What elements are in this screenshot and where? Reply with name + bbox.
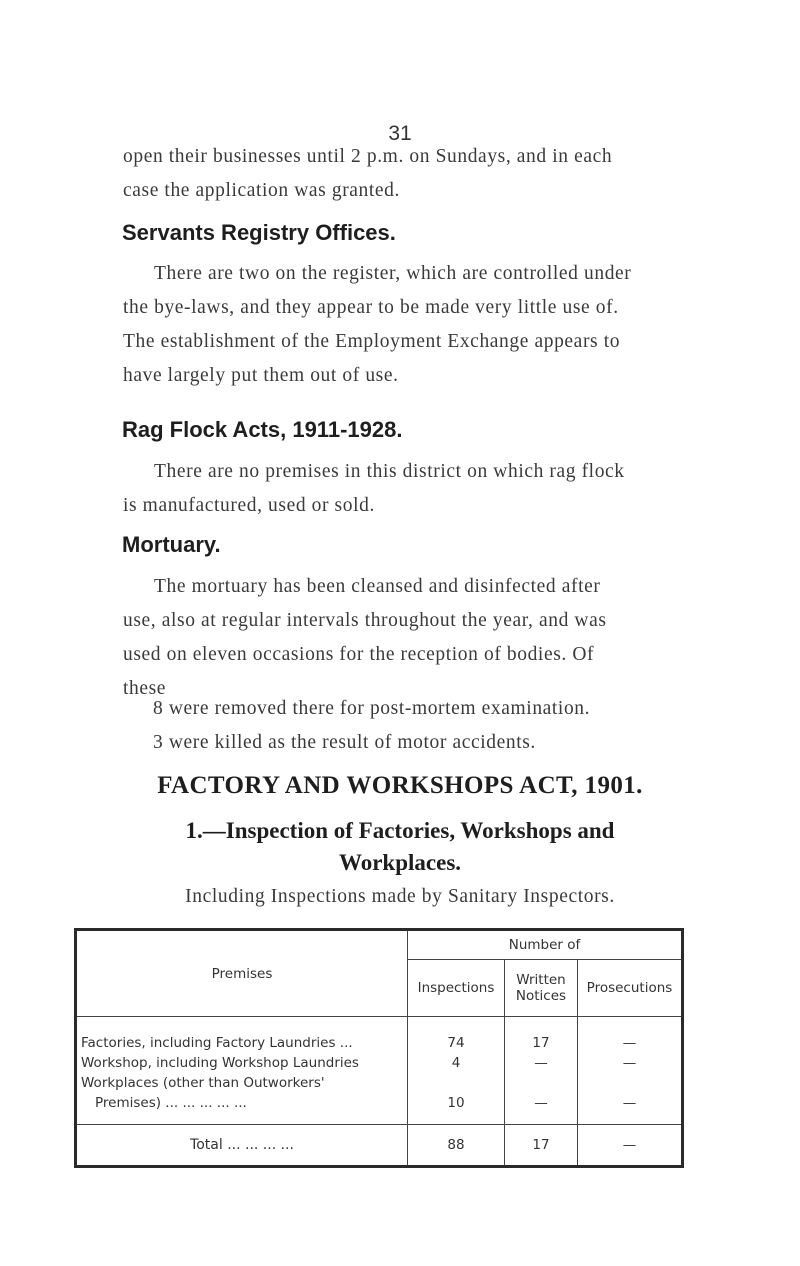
factory-inspections-table [74,928,684,1168]
total-prosecutions: — [578,1125,683,1167]
table-total-row [76,1125,683,1167]
premises-row-4: Premises) ... ... ... ... ... [95,1095,247,1111]
written-notices-column [505,1017,578,1125]
servants-paragraph [123,257,703,393]
written-row-3 [505,1073,577,1093]
header-premises: Premises [76,930,408,1017]
mortuary-item-2: 3 were killed as the result of motor accidents. [153,732,536,753]
inspections-row-4: 10 [447,1095,465,1111]
intro-line-2: case the application was granted. [123,180,400,201]
mortuary-line-2: use, also at regular intervals throughout the year, and was [123,610,607,631]
mortuary-line-1: The mortuary has been cleansed and disinfected after [154,576,601,597]
inspections-row-3 [408,1073,504,1093]
rag-flock-heading: Rag Flock Acts, 1911-1928. [122,417,403,442]
servants-line-2: the bye-laws, and they appear to be made very little use of. [123,297,619,318]
header-number-of: Number of [408,930,683,960]
header-prosecutions: Prosecutions [578,960,683,1017]
rag-flock-line-1: There are no premises in this district on which rag flock [154,461,625,482]
header-written-line-1: Written [516,972,566,988]
servants-line-3: The establishment of the Employment Exchange appears to [123,331,621,352]
mortuary-line-3: used on eleven occasions for the reception of bodies. Of [123,644,595,665]
total-label: Total ... ... ... ... [76,1125,408,1167]
prosecutions-column [578,1017,683,1125]
premises-column [76,1017,408,1125]
factory-subtitle-line-1: 1.—Inspection of Factories, Workshops and [185,818,615,843]
intro-paragraph [123,140,703,208]
table-header-row [76,930,683,960]
header-written-notices [505,960,578,1017]
prosecutions-row-2: — [622,1055,637,1071]
inspections-row-2: 4 [451,1055,461,1071]
mortuary-paragraph [123,570,703,706]
servants-line-4: have largely put them out of use. [123,365,399,386]
mortuary-line-4: these [123,678,167,699]
written-row-2: — [534,1055,548,1071]
premises-row-2: Workshop, including Workshop Laundries [81,1055,359,1071]
premises-row-1: Factories, including Factory Laundries ... [81,1035,353,1051]
written-row-4: — [534,1095,548,1111]
table-body-row [76,1017,683,1125]
header-inspections: Inspections [408,960,505,1017]
rag-flock-paragraph [123,455,703,523]
factory-subtitle-line-2: Workplaces. [338,850,462,875]
factory-note: Including Inspections made by Sanitary Inspectors. [185,886,615,907]
inspections-row-1: 74 [447,1035,465,1051]
intro-line-1: open their businesses until 2 p.m. on Sundays, and in each [123,146,613,167]
total-written: 17 [505,1125,578,1167]
premises-row-3: Workplaces (other than Outworkers' [81,1075,325,1091]
inspections-column [408,1017,505,1125]
prosecutions-row-4: — [622,1095,637,1111]
prosecutions-row-1: — [622,1035,637,1051]
written-row-1: 17 [532,1035,550,1051]
prosecutions-row-3 [578,1073,681,1093]
rag-flock-line-2: is manufactured, used or sold. [123,495,375,516]
mortuary-heading: Mortuary. [122,532,221,557]
header-written-line-2: Notices [515,988,567,1004]
servants-line-1: There are two on the register, which are controlled under [154,263,632,284]
factory-act-title: FACTORY AND WORKSHOPS ACT, 1901. [157,772,643,799]
total-inspections: 88 [447,1137,465,1153]
servants-heading: Servants Registry Offices. [122,220,396,245]
page-number: 31 [388,122,412,145]
mortuary-item-1: 8 were removed there for post-mortem examination. [153,698,591,719]
